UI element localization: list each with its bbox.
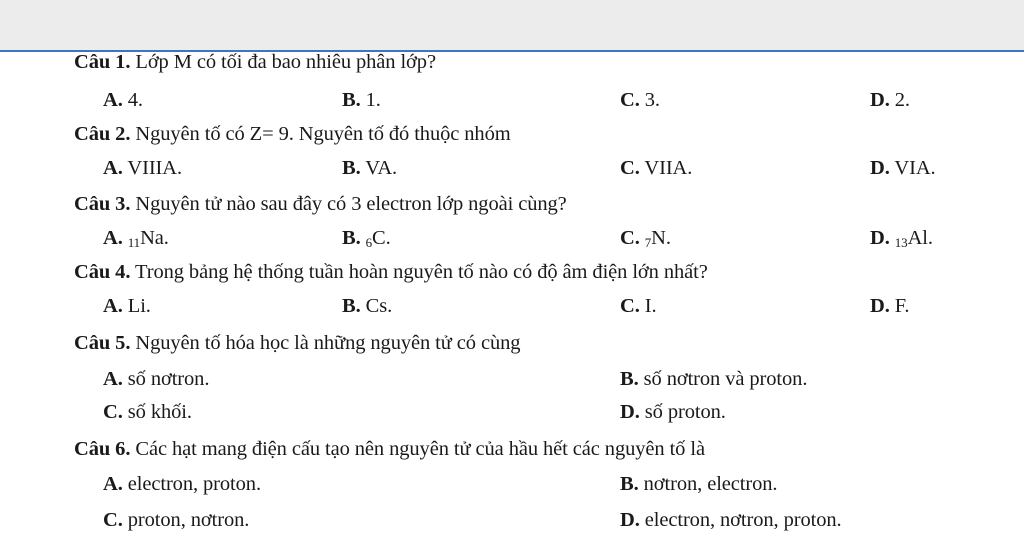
- q4-option-c: C. I.: [620, 295, 657, 317]
- question-label: Câu 3.: [74, 193, 131, 215]
- q6-option-c: C. proton, nơtron.: [103, 509, 250, 531]
- q2-option-d: D. VIA.: [870, 157, 936, 179]
- question-text: Lớp M có tối đa bao nhiêu phân lớp?: [135, 51, 436, 73]
- q5-option-a: A. số nơtron.: [103, 368, 210, 390]
- question-5: [74, 331, 520, 355]
- atomic-number: 7: [644, 235, 652, 250]
- q4-option-a: A. Li.: [103, 295, 151, 317]
- q1-option-a: A. 4.: [103, 89, 143, 111]
- q3-option-c: C. $_7$N.: [620, 227, 671, 250]
- atomic-number: 11: [127, 235, 141, 250]
- question-text: Nguyên tử nào sau đây có 3 electron lớp ngoài cùng?: [135, 193, 567, 215]
- document-page: [0, 50, 1024, 539]
- q4-option-b: B. Cs.: [342, 295, 393, 317]
- q5-option-c: C. số khối.: [103, 401, 192, 423]
- question-label: Câu 1.: [74, 51, 131, 73]
- q6-option-a: A. electron, proton.: [103, 473, 261, 495]
- q6-option-b: B. nơtron, electron.: [620, 473, 778, 495]
- question-6: [74, 437, 705, 461]
- atomic-number: 13: [894, 235, 908, 250]
- question-label: Câu 2.: [74, 123, 131, 145]
- question-4: [74, 260, 708, 284]
- q6-option-d: D. electron, nơtron, proton.: [620, 509, 842, 531]
- question-1: [74, 50, 436, 74]
- question-label: Câu 6.: [74, 438, 131, 460]
- question-3: [74, 192, 567, 216]
- question-text: Trong bảng hệ thống tuần hoàn nguyên tố nào có độ âm điện lớn nhất?: [135, 261, 708, 283]
- q3-option-d: D. $_{13}$Al.: [870, 227, 933, 250]
- question-label: Câu 4.: [74, 261, 131, 283]
- q3-option-b: B. $_6$C.: [342, 227, 391, 250]
- question-text: Nguyên tố hóa học là những nguyên tử có cùng: [135, 332, 521, 354]
- atomic-number: 6: [365, 235, 373, 250]
- q5-option-b: B. số nơtron và proton.: [620, 368, 808, 390]
- q2-option-c: C. VIIA.: [620, 157, 693, 179]
- q5-option-d: D. số proton.: [620, 401, 726, 423]
- q4-option-d: D. F.: [870, 295, 910, 317]
- q2-option-b: B. VA.: [342, 157, 398, 179]
- question-2: [74, 122, 511, 146]
- q1-option-b: B. 1.: [342, 89, 381, 111]
- q2-option-a: A. VIIIA.: [103, 157, 183, 179]
- q1-option-d: D. 2.: [870, 89, 910, 111]
- question-text: Nguyên tố có Z= 9. Nguyên tố đó thuộc nhóm: [135, 123, 511, 145]
- viewer-top-band: [0, 0, 1024, 50]
- question-label: Câu 5.: [74, 332, 131, 354]
- q1-option-c: C. 3.: [620, 89, 660, 111]
- q3-option-a: A. $_{11}$Na.: [103, 227, 169, 250]
- question-text: Các hạt mang điện cấu tạo nên nguyên tử của hầu hết các nguyên tố là: [135, 438, 705, 460]
